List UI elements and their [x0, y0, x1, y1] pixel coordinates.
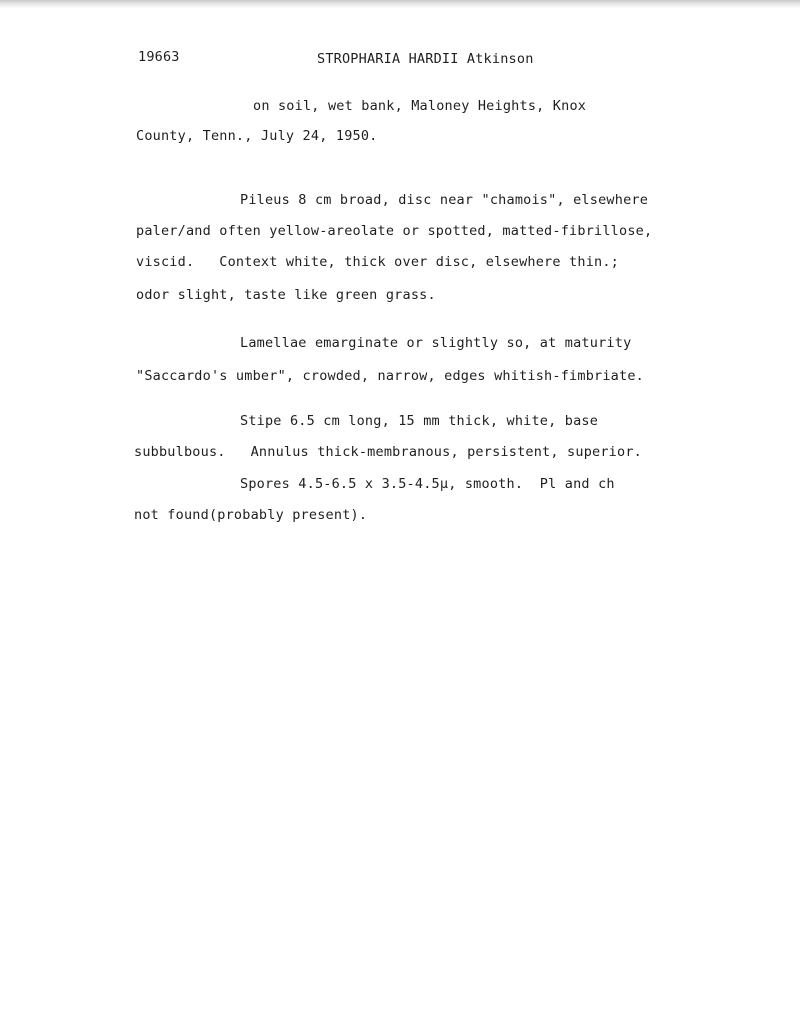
scan-top-edge	[0, 0, 800, 9]
document-title: STROPHARIA HARDII Atkinson	[317, 51, 534, 67]
text-line-5: viscid. Context white, thick over disc, elsewhere thin.;	[136, 254, 620, 270]
text-line-9: Stipe 6.5 cm long, 15 mm thick, white, base	[240, 413, 599, 429]
text-line-3: Pileus 8 cm broad, disc near "chamois", elsewhere	[240, 192, 649, 208]
text-line-6: odor slight, taste like green grass.	[136, 287, 436, 303]
text-line-11: Spores 4.5-6.5 x 3.5-4.5µ, smooth. Pl and ch	[240, 476, 615, 492]
text-line-8: "Saccardo's umber", crowded, narrow, edges whitish-fimbriate.	[136, 368, 644, 384]
text-line-2: County, Tenn., July 24, 1950.	[136, 128, 378, 144]
text-line-7: Lamellae emarginate or slightly so, at maturity	[240, 335, 632, 351]
text-line-1: on soil, wet bank, Maloney Heights, Knox	[253, 98, 587, 114]
specimen-number: 19663	[138, 49, 180, 65]
text-line-12: not found(probably present).	[134, 507, 368, 523]
text-line-10: subbulbous. Annulus thick-membranous, persistent, superior.	[134, 444, 642, 460]
text-line-4: paler/and often yellow-areolate or spotted, matted-fibrillose,	[136, 223, 653, 239]
